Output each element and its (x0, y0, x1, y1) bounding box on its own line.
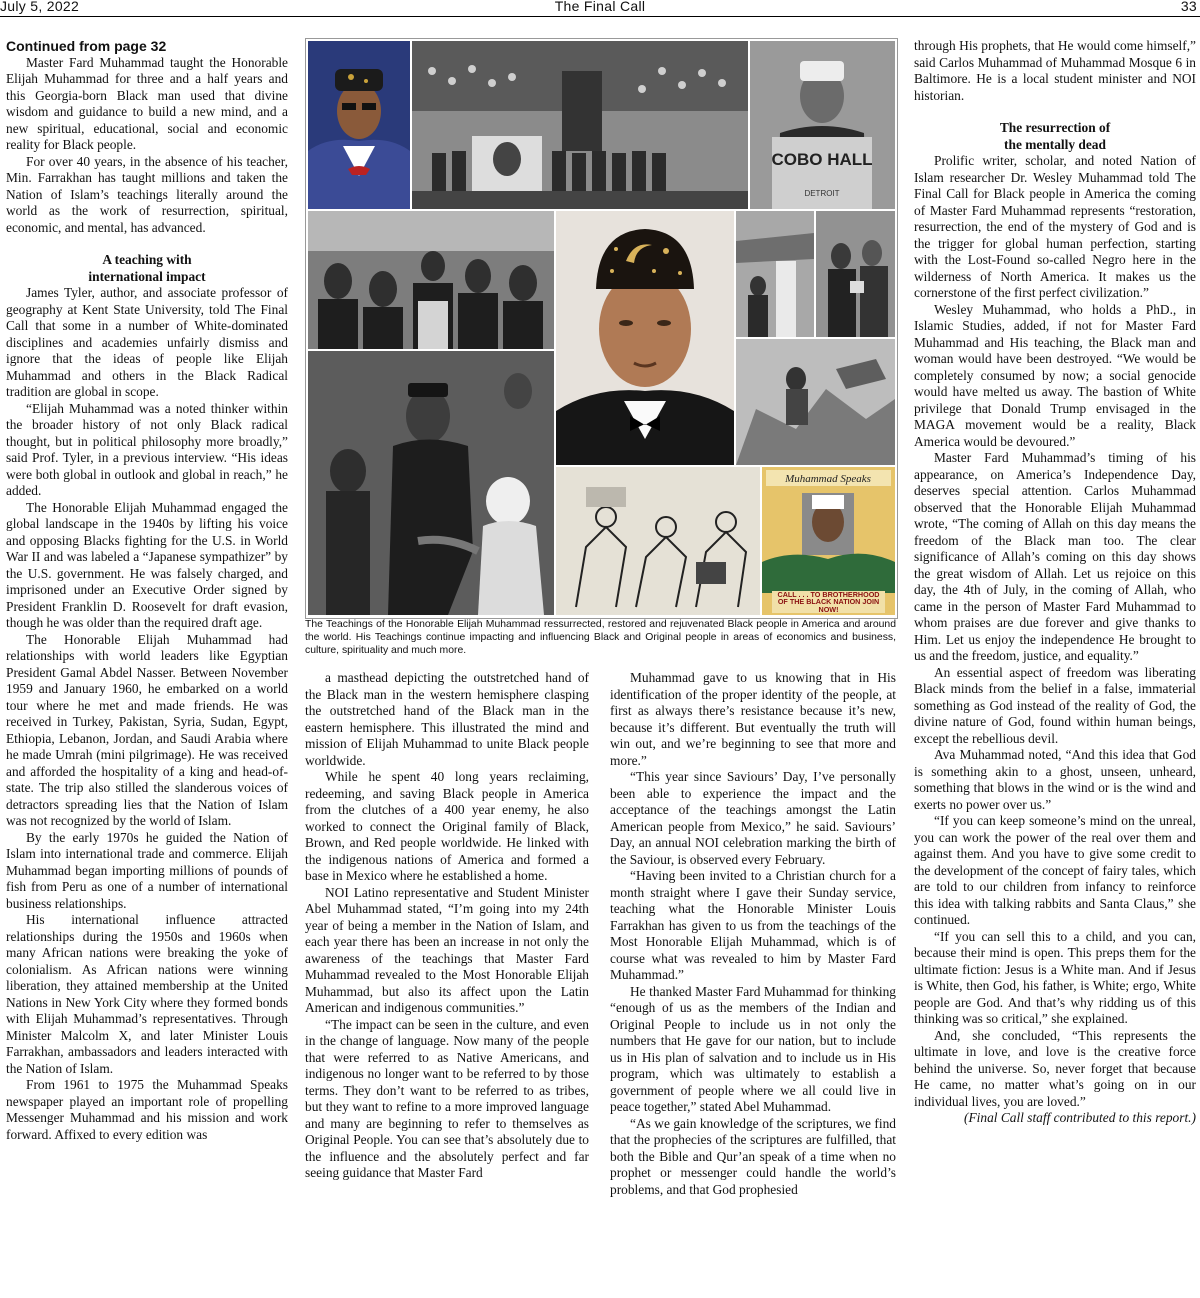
photo-muhammad-speaks-poster (762, 467, 895, 615)
paragraph: And, she concluded, “This represents the ultimate in love, and love is the creative force behind the universe. So, never forget that because He came, no matter what’s going on in our individual lives, you are loved.” (914, 1027, 1196, 1109)
poster-slogan: CALL . . . TO BROTHERHOOD OF THE BLACK NATION JOIN NOW! (777, 591, 880, 613)
paragraph: “If you can keep someone’s mind on the unreal, you can work the power of the real over them and against them. And you have to give some credit to the development of the concept of fairy tales, which are told to our children from infancy to reinforce this idea with talking rabbits and Santa Claus,” she continued. (914, 813, 1196, 927)
paragraph: The Honorable Elijah Muhammad had relationships with world leaders like Egyptian President Gamal Abdel Nasser. Between November 1959 and January 1960, he embarked on a world tour where he met and made friends. He was received in Turkey, Pakistan, Syria, Sudan, Egypt, Ethiopia, Lebanon, Jordan, and Saudi Arabia where he made Umrah (mini pilgrimage). He was received and afforded the hospitality of a king and head-of-state. The trip also stilled the slanderous voices of detractors spreading lies that the Nation of Islam was not recognized by the world of Islam. (6, 631, 288, 828)
photo-group-seated (308, 211, 554, 349)
detroit-sign: DETROIT (804, 189, 840, 198)
col2-paras (305, 670, 589, 1182)
paragraph: through His prophets, that He would come himself,” said Carlos Muhammad of Muhammad Mosque 6 in Baltimore. He is a local student minister and NOI historian. (914, 38, 1196, 103)
photo-airport-arrival (736, 211, 814, 337)
paragraph: His international influence attracted relationships during the 1950s and 1960s when many African nations were breaking the yoke of colonialism. As African nations were winning liberation, they attained membership at the United Nations in New York City where they formed bonds with Elijah Muhammad’s representatives. Through Minister Malcolm X, and later Minister Louis Farrakhan, ambassadors and leaders interacted with the Nation of Islam. (6, 912, 288, 1076)
page-header (0, 0, 1200, 17)
column-4 (914, 38, 1196, 1127)
paragraph: “The impact can be seen in the culture, and even in the change of language. Now many of the people that were referred to as Native Americans, and indigenous no longer want to be referred to by those terms. They don’t want to be referred to as tribes, but they want to refine to a more improved language and many are beginning to refer to themselves as Original People. You can see that’s absolutely due to the influence and the absolutely perfect and far seeing guidance that Master Fard (305, 1016, 589, 1180)
subhead-teaching: A teaching with international impact (88, 252, 206, 284)
subhead-resurrection: The resurrection of the mentally dead (999, 120, 1111, 152)
photo-mural-illustration (736, 339, 895, 465)
photo-award-presentation (816, 211, 895, 337)
photo-collage (305, 38, 898, 619)
publication-name: The Final Call (554, 0, 646, 14)
paragraph: James Tyler, author, and associate professor of geography at Kent State University, told The Final Call that some in a number of White-dominated disciplines and academies unfairly dismiss and ignore that the ideas of people like Elijah Muhammad and others in the Black Radical tradition are global in scope. (6, 285, 288, 399)
paragraph: For over 40 years, in the absence of his teacher, Min. Farrakhan has taught millions and taken the Nation of Islam’s teachings literally around the world as the work of resurrection, spiritual, economic, and mental, has advanced. (6, 153, 288, 235)
paragraph: Prolific writer, scholar, and noted Nation of Islam researcher Dr. Wesley Muhammad told The Final Call for Black people in America the coming of Master Fard Muhammad represents “restoration, resurrection, the end of the mystery of God and is the trigger for global human perfection, starting with the Lost-Found so-called Negro here in the wilderness of North America. It makes us the cornerstone of the first perfect civilization.” (914, 153, 1196, 300)
col1b-paras (6, 285, 288, 1143)
paragraph: While he spent 40 long years reclaiming, redeeming, and saving Black people in America from the clutches of a 400 year enemy, he also worked to connect the Original family of Black, Brown, and Red people worldwide. He linked with the indigenous nations of America and formed a base in Mexico where he established a home. (305, 769, 589, 883)
paragraph: NOI Latino representative and Student Minister Abel Muhammad stated, “I’m going into my 24th year of being a member in the Nation of Islam, and each year there has been an increase in not only the awareness of the teachings that Master Fard Muhammad revealed to the Most Honorable Elijah Muhammad, but also its affect upon the Latin American and indigenous communities.” (305, 884, 589, 1015)
paragraph: Ava Muhammad noted, “And this idea that God is something akin to a ghost, unseen, unheard, something that blows in the wind or is the wind and exerts no power over us.” (914, 747, 1196, 812)
col1-paras (6, 55, 288, 237)
paragraph: By the early 1970s he guided the Nation of Islam into international trade and commerce. Elijah Muhammad began importing millions of pounds of fish from Peru as one of a number of international business relationships. (6, 829, 288, 911)
collage-caption: The Teachings of the Honorable Elijah Muhammad ressurrected, restored and rejuvenated Black people in America and around the world. His Teachings continue impacting and influencing Black and Original people in areas of economics and business, culture, spirituality and much more. (305, 619, 896, 656)
column-1 (6, 38, 288, 1143)
poster-masthead: Muhammad Speaks (785, 473, 871, 485)
staff-credit: (Final Call staff contributed to this report.) (964, 1110, 1196, 1125)
photo-cartoon-drawing (556, 467, 760, 615)
photo-fard-muhammad-portrait (556, 211, 734, 465)
paragraph: He thanked Master Fard Muhammad for thinking “enough of us as the members of the Indian and Original People to include us in not only the numbers that He gave for our nation, but to include us in His plan of salvation and to include us in His program, which was ultimately to establish a government of people where we all could live in peace together,” stated Abel Muhammad. (610, 983, 896, 1114)
col3-paras (610, 670, 896, 1198)
issue-date: July 5, 2022 (0, 0, 80, 14)
col4a-paras (914, 38, 1196, 104)
paragraph: Master Fard Muhammad taught the Honorable Elijah Muhammad for three and a half years and this Georgia-born Black man used that divine wisdom and guidance to build a new mind, and a new spiritual, educational, social and economic reality for Black people. (6, 54, 288, 152)
paragraph: An essential aspect of freedom was liberating Black minds from the belief in a false, immaterial something as God instead of the reality of God, the divine nature of God, found within human beings, except the rebellious devil. (914, 664, 1196, 746)
col4b-paras (914, 153, 1196, 1110)
continued-from: Continued from page 32 (6, 38, 167, 54)
paragraph: Wesley Muhammad, who holds a PhD., in Islamic Studies, added, if not for Master Fard Muhammad and His teaching, the Black man and woman would have been destroyed. “We would be completely consumed by now; a social genocide would have melted us away. The bastion of White privilege that Donald Trump envisaged in the MAGA movement would be a reality, Black America would be devoured.” (914, 301, 1196, 449)
paragraph: “Elijah Muhammad was a noted thinker within the broader history of not only Black radical thought, but in political philosophy more broadly,” said Prof. Tyler, in a previous interview. “His ideas were both global in outlook and global in reach,” he added. (6, 400, 288, 498)
paragraph: Muhammad gave to us knowing that in His identification of the proper identity of the people, at first as always there’s resistance because it’s new, because it’s different. But eventually the truth will win out, and we’re beginning to see that more and more.” (610, 670, 896, 768)
paragraph: From 1961 to 1975 the Muhammad Speaks newspaper played an important role of propelling Messenger Muhammad and his mission and work forward. Affixed to every edition was (6, 1077, 288, 1142)
column-3 (610, 670, 896, 1198)
paragraph: Master Fard Muhammad’s timing of his appearance, on America’s Independence Day, deserves special attention. Carlos Muhammad observed that the Honorable Elijah Muhammad wrote, “The coming of Allah on this day means the freedom of the Black man too. The clear significance of Allah’s coming on this day shows the great wisdom of Allah. Let us rejoice on this day, the 4th of July, in the coming of Allah, who came in the person of Master Fard Muhammad to whom praises are due forever and give thanks to Him. Let us enjoy the independence He brought to us and the freedom, justice, and equality.” (914, 450, 1196, 663)
paragraph: “This year since Saviours’ Day, I’ve personally been able to experience the impact and the acceptance of the teachings amongst the Latin American people from Mexico,” he said. Saviours’ Day, an annual NOI celebration marking the birth of the Saviour, is observed every February. (610, 769, 896, 867)
paragraph: The Honorable Elijah Muhammad engaged the global landscape in the 1940s by lifting his voice and opposing Blacks fighting for the U.S. in World War II and was labeled a “Japanese sympathizer” by the U.S. government. He was falsely charged, and imprisoned under an Executive Order signed by President Franklin D. Roosevelt for draft evasion, though he was older than the required draft age. (6, 499, 288, 630)
column-2 (305, 670, 589, 1182)
photo-rally-stage (412, 41, 748, 209)
paragraph: “As we gain knowledge of the scriptures, we find that the prophecies of the scriptures are fulfilled, that both the Bible and Qur’an speak of a time when no prophet or messenger could handle the world’s problems, and that God prophesied (610, 1115, 896, 1197)
paragraph: “If you can sell this to a child, and you can, because their mind is open. This preps them for the ultimate fiction: Jesus is a White man. And if Jesus is White, then God, his father, is White; ergo, White people are God. And that’s why ridding us of this thinking was so critical,” she explained. (914, 928, 1196, 1026)
photo-handshake-crowd (308, 351, 554, 615)
paragraph: “Having been invited to a Christian church for a month straight where I gave their Sunday service, teaching what the Honorable Minister Louis Farrakhan has given to us from the teachings of the Most Honorable Elijah Muhammad, which is of course what was revealed to him by Master Fard Muhammad.” (610, 868, 896, 982)
photo-fez-portrait (308, 41, 410, 209)
paragraph: a masthead depicting the outstretched hand of the Black man in the western hemisphere clasping the outstretched hand of the Black man in the eastern hemisphere. This illustrated the mind and mission of Elijah Muhammad to unite Black people worldwide. (305, 670, 589, 768)
cobo-hall-sign: COBO HALL (771, 150, 873, 169)
photo-cobo-hall-podium (750, 41, 895, 209)
page-number: 33 (1180, 0, 1197, 14)
